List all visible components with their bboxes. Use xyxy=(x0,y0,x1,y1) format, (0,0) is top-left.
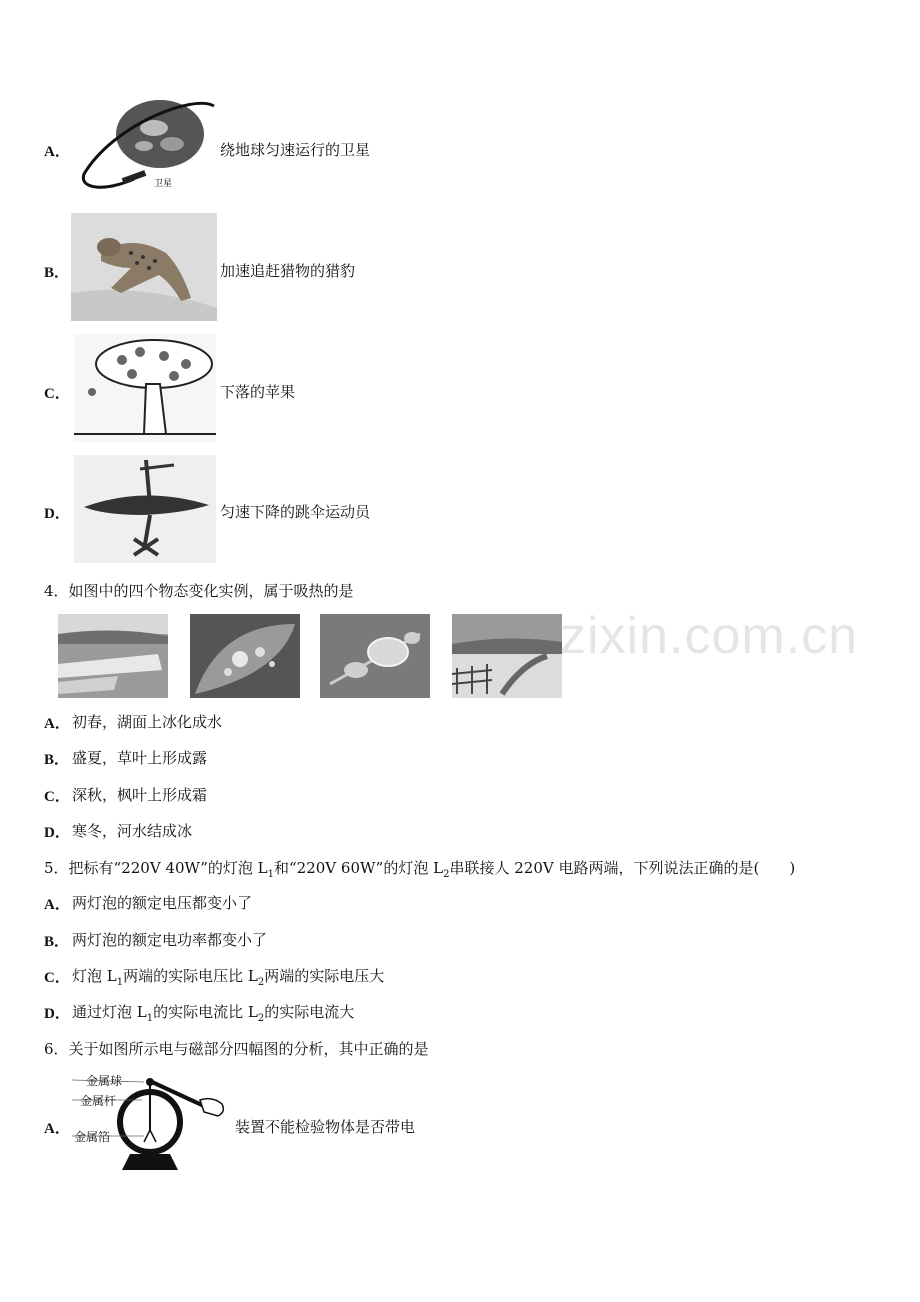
q4-option-b-text: 盛夏，草叶上形成露 xyxy=(72,749,208,767)
parachutist-image xyxy=(74,455,216,563)
lake-ice-image xyxy=(58,614,168,698)
q3-option-d-text: 匀速下降的跳伞运动员 xyxy=(220,503,371,521)
q4-option-a-letter: A． xyxy=(44,716,70,732)
q4-option-d-text: 寒冬，河水结成冰 xyxy=(72,822,193,840)
metal-rod-label: 金属杆 xyxy=(80,1094,117,1108)
q4-option-b-letter: B． xyxy=(44,752,70,768)
satellite-label: 卫星 xyxy=(154,179,173,189)
q5-option-a-text: 两灯泡的额定电压都变小了 xyxy=(72,894,253,912)
q5-stem: 5．把标有“220V 40W”的灯泡 $L_1$和“220V 60W”的灯泡 $L_2$串联接人 220V 电路两端，下列说法正确的是( ) xyxy=(44,859,796,880)
cheetah-image xyxy=(71,213,217,321)
q4-option-c-letter: C． xyxy=(44,789,70,805)
q4-option-d-letter: D． xyxy=(44,825,70,841)
q4-stem: 4．如图中的四个物态变化实例，属于吸热的是 xyxy=(44,582,354,600)
metal-foil-label: 金属箔 xyxy=(74,1130,111,1144)
q5-option-b-text: 两灯泡的额定电功率都变小了 xyxy=(72,931,268,949)
q3-option-c-letter: C． xyxy=(44,386,70,402)
q5-option-b-letter: B． xyxy=(44,934,70,950)
frozen-river-image xyxy=(452,614,562,698)
q3-option-d-letter: D． xyxy=(44,506,70,522)
q3-option-c-text: 下落的苹果 xyxy=(220,383,296,401)
q3-option-b-letter: B． xyxy=(44,265,70,281)
q6-option-a-text: 装置不能检验物体是否带电 xyxy=(235,1118,416,1136)
q3-option-b-text: 加速追赶猎物的猎豹 xyxy=(220,262,356,280)
q5-option-a-letter: A． xyxy=(44,897,70,913)
q5-option-c-letter: C． xyxy=(44,970,70,986)
q5-option-d-text: 通过灯泡 $L_1$的实际电流比 $L_2$的实际电流大 xyxy=(72,1003,355,1024)
dew-leaf-image xyxy=(190,614,300,698)
electroscope-image xyxy=(72,1070,236,1174)
watermark: zixin.com.cn xyxy=(560,607,859,665)
q6-option-a-letter: A． xyxy=(44,1121,70,1137)
q4-option-c-text: 深秋，枫叶上形成霜 xyxy=(72,786,208,804)
q3-option-a-text: 绕地球匀速运行的卫星 xyxy=(220,141,371,159)
metal-ball-label: 金属球 xyxy=(86,1074,123,1088)
q5-option-c-text: 灯泡 $L_1$两端的实际电压比 $L_2$两端的实际电压大 xyxy=(72,967,385,988)
satellite-orbit-image xyxy=(74,94,216,198)
apple-tree-image xyxy=(74,334,216,442)
q4-option-a-text: 初春，湖面上冰化成水 xyxy=(72,713,223,731)
frost-leaf-image xyxy=(320,614,430,698)
q5-option-d-letter: D． xyxy=(44,1006,70,1022)
q3-option-a-letter: A． xyxy=(44,144,70,160)
q6-stem: 6．关于如图所示电与磁部分四幅图的分析，其中正确的是 xyxy=(44,1040,429,1058)
